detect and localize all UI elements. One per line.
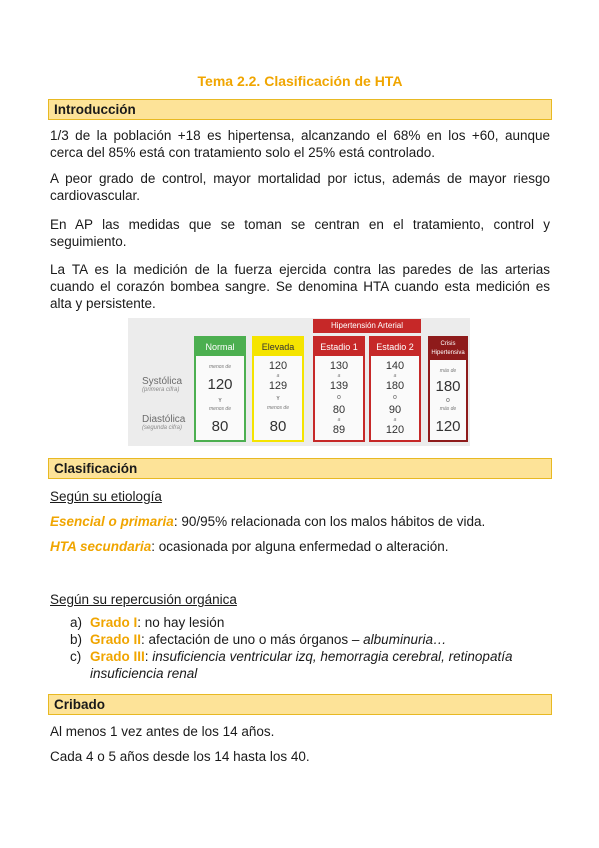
column-estadio-1 [313, 336, 365, 442]
section-heading-cribado: Cribado [48, 694, 552, 715]
list-item: b) Grado II: afectación de uno o más órganos – albuminuria… [70, 632, 447, 647]
intro-paragraph-3: En AP las medidas que se toman se centran en el tratamiento, control y seguimiento. [50, 217, 550, 249]
elevada-systolic-to: 129 [268, 380, 288, 392]
etiologia-subtitle: Según su etiología [50, 489, 162, 504]
cribado-paragraph-2: Cada 4 o 5 años desde los 14 hasta los 40. [50, 749, 310, 764]
diastolic-row-label: Diastólica (segunda cifra) [142, 414, 186, 431]
elevada-range-word: a [276, 373, 280, 379]
estadio1-diastolic-range-word: a [337, 417, 341, 423]
intro-paragraph-2: A peor grado de control, mayor mortalidad por ictus, además de mayor riesgo cardiovascular. [50, 171, 550, 203]
column-crisis-header: Crisis Hipertensiva [430, 338, 466, 360]
estadio2-systolic-to: 180 [385, 380, 405, 392]
cribado-paragraph-1: Al menos 1 vez antes de los 14 años. [50, 724, 275, 739]
estadio1-diastolic-to: 89 [332, 424, 346, 436]
elevada-conjunction: Y [276, 396, 280, 402]
section-heading-clasificacion: Clasificación [48, 458, 552, 479]
column-estadio-2 [369, 336, 421, 442]
estadio2-range-word: a [393, 373, 397, 379]
normal-conjunction: Y [218, 398, 222, 404]
repercusion-subtitle: Según su repercusión orgánica [50, 592, 237, 607]
elevada-diastolic-value: 80 [269, 418, 287, 435]
intro-paragraph-1: 1/3 de la población +18 es hipertensa, alcanzando el 68% en los +60, aunque cerca del 85% está con tratamiento solo el 25% está controlado. [50, 128, 550, 160]
estadio2-diastolic-from: 90 [388, 404, 402, 416]
column-estadio-2-header: Estadio 2 [371, 338, 419, 356]
column-elevada [252, 336, 304, 442]
list-item: a) Grado I: no hay lesión [70, 615, 225, 630]
column-normal-header: Normal [196, 338, 244, 356]
esencial-label: Esencial o primaria [50, 514, 174, 529]
esencial-line [50, 513, 550, 530]
elevada-diastolic-prefix: menos de [267, 405, 289, 411]
secundaria-text: : ocasionada por alguna enfermedad o alteración. [151, 539, 449, 554]
crisis-systolic-value: 180 [435, 378, 461, 395]
estadio2-diastolic-range-word: a [393, 417, 397, 423]
estadio1-systolic-to: 139 [329, 380, 349, 392]
crisis-systolic-prefix: más de [439, 368, 457, 374]
column-normal [194, 336, 246, 442]
estadio2-conjunction: O [393, 395, 397, 401]
estadio1-systolic-from: 130 [329, 360, 349, 372]
normal-systolic-prefix: menos de [209, 364, 231, 370]
intro-paragraph-4: La TA es la medición de la fuerza ejercida contra las paredes de las arterias cuando el corazón bombea sangre. Se denomina HTA cuando esta medición es alta y persistente. [50, 262, 550, 311]
crisis-diastolic-value: 120 [435, 418, 461, 435]
secundaria-label: HTA secundaria [50, 539, 152, 554]
estadio2-diastolic-to: 120 [385, 424, 405, 436]
esencial-text: : 90/95% relacionada con los malos hábitos de vida. [173, 514, 486, 529]
estadio1-range-word: a [337, 373, 341, 379]
column-crisis-hipertensiva [428, 336, 468, 442]
crisis-diastolic-prefix: más de [439, 406, 457, 412]
hipertension-arterial-band: Hipertensión Arterial [313, 319, 421, 333]
list-item: c) Grado III: insuficiencia ventricular izq, hemorragia cerebral, retinopatía insuficiencia renal [70, 649, 513, 681]
crisis-conjunction: O [446, 398, 450, 404]
elevada-systolic-from: 120 [268, 360, 288, 372]
estadio2-systolic-from: 140 [385, 360, 405, 372]
page-title: Tema 2.2. Clasificación de HTA [197, 73, 403, 89]
normal-diastolic-prefix: menos de [209, 406, 231, 412]
grades-list [48, 614, 552, 682]
estadio1-diastolic-from: 80 [332, 404, 346, 416]
systolic-row-label: Systólica (primera cifra) [142, 376, 183, 393]
normal-systolic-value: 120 [207, 376, 233, 393]
column-estadio-1-header: Estadio 1 [315, 338, 363, 356]
blood-pressure-table-figure [128, 318, 470, 446]
normal-diastolic-value: 80 [211, 418, 229, 435]
column-elevada-header: Elevada [254, 338, 302, 356]
secundaria-line [50, 538, 550, 555]
estadio1-conjunction: O [337, 395, 341, 401]
section-heading-introduccion: Introducción [48, 99, 552, 120]
